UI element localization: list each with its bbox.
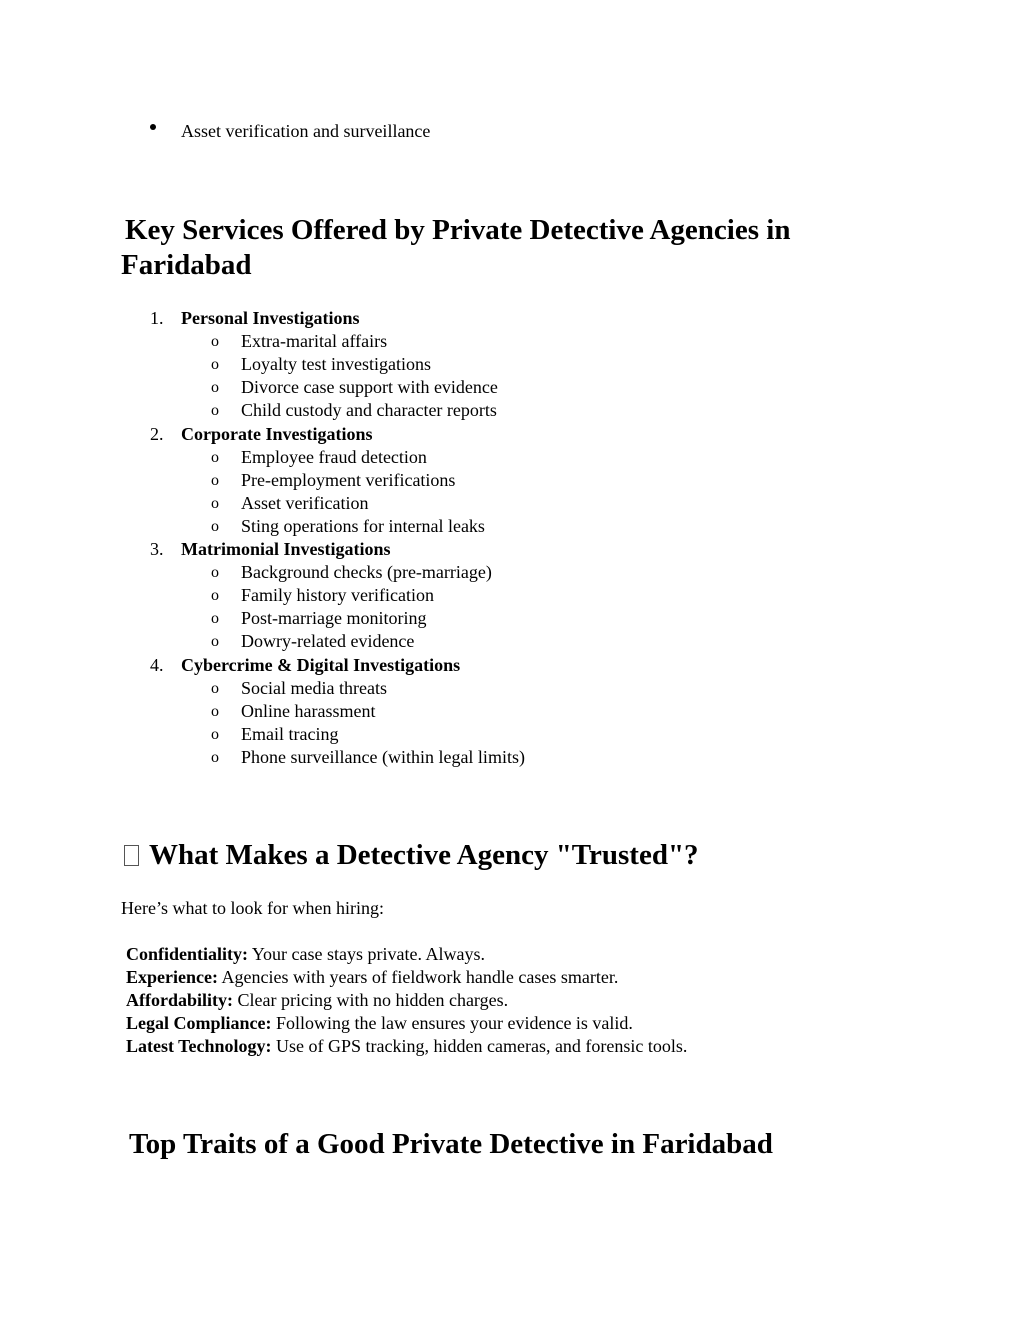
sub-marker: o xyxy=(211,518,219,535)
list-item: Background checks (pre-marriage) xyxy=(241,562,492,582)
trait-text: Following the law ensures your evidence is valid. xyxy=(271,1013,633,1033)
heading-key-services: Key Services Offered by Private Detective Agencies in Faridabad xyxy=(121,214,791,281)
heading-top-traits: Top Traits of a Good Private Detective in Faridabad xyxy=(129,1128,773,1160)
trait-confidentiality xyxy=(126,943,485,966)
sub-marker: o xyxy=(211,587,219,604)
trait-latest-technology xyxy=(126,1035,687,1058)
trait-label: Confidentiality: xyxy=(126,944,249,964)
list-item: Divorce case support with evidence xyxy=(241,377,498,397)
trusted-intro: Here’s what to look for when hiring: xyxy=(121,898,384,918)
service-title: Corporate Investigations xyxy=(181,424,373,444)
trait-text: Clear pricing with no hidden charges. xyxy=(233,990,509,1010)
service-title: Matrimonial Investigations xyxy=(181,539,391,559)
sub-marker: o xyxy=(211,472,219,489)
list-item: Sting operations for internal leaks xyxy=(241,516,485,536)
trait-experience xyxy=(126,966,618,989)
bullet-icon xyxy=(150,124,156,130)
sub-marker: o xyxy=(211,703,219,720)
trait-text: Use of GPS tracking, hidden cameras, and forensic tools. xyxy=(271,1036,688,1056)
sub-marker: o xyxy=(211,749,219,766)
list-item: Loyalty test investigations xyxy=(241,354,431,374)
sub-marker: o xyxy=(211,495,219,512)
heading-trusted xyxy=(124,838,699,873)
trait-label: Latest Technology: xyxy=(126,1036,272,1056)
heading-trusted-text: What Makes a Detective Agency "Trusted"? xyxy=(149,839,699,871)
list-item: Child custody and character reports xyxy=(241,400,497,420)
trait-label: Affordability: xyxy=(126,990,233,1010)
list-number: 2. xyxy=(150,424,164,444)
sub-marker: o xyxy=(211,610,219,627)
trait-label: Legal Compliance: xyxy=(126,1013,272,1033)
list-number: 1. xyxy=(150,308,164,328)
list-item: Employee fraud detection xyxy=(241,447,427,467)
intro-bullet-text: Asset verification and surveillance xyxy=(181,121,431,141)
list-item: Online harassment xyxy=(241,701,376,721)
list-item: Post-marriage monitoring xyxy=(241,608,427,628)
trait-affordability xyxy=(126,989,508,1012)
list-item: Dowry-related evidence xyxy=(241,631,415,651)
sub-marker: o xyxy=(211,356,219,373)
sub-marker: o xyxy=(211,564,219,581)
list-item: Pre-employment verifications xyxy=(241,470,456,490)
list-item: Email tracing xyxy=(241,724,339,744)
sub-marker: o xyxy=(211,379,219,396)
list-item: Phone surveillance (within legal limits) xyxy=(241,747,525,767)
missing-glyph-icon xyxy=(124,845,139,866)
list-number: 4. xyxy=(150,655,164,675)
trait-text: Agencies with years of fieldwork handle cases smarter. xyxy=(217,967,619,987)
sub-marker: o xyxy=(211,633,219,650)
sub-marker: o xyxy=(211,402,219,419)
trait-label: Experience: xyxy=(126,967,218,987)
list-item: Extra-marital affairs xyxy=(241,331,388,351)
service-title: Personal Investigations xyxy=(181,308,360,328)
sub-marker: o xyxy=(211,726,219,743)
trait-text: Your case stays private. Always. xyxy=(248,944,485,964)
service-title: Cybercrime & Digital Investigations xyxy=(181,655,461,675)
list-item: Asset verification xyxy=(241,493,369,513)
list-item: Social media threats xyxy=(241,678,387,698)
sub-marker: o xyxy=(211,449,219,466)
sub-marker: o xyxy=(211,680,219,697)
trait-legal-compliance xyxy=(126,1012,633,1035)
list-item: Family history verification xyxy=(241,585,434,605)
sub-marker: o xyxy=(211,333,219,350)
list-number: 3. xyxy=(150,539,164,559)
